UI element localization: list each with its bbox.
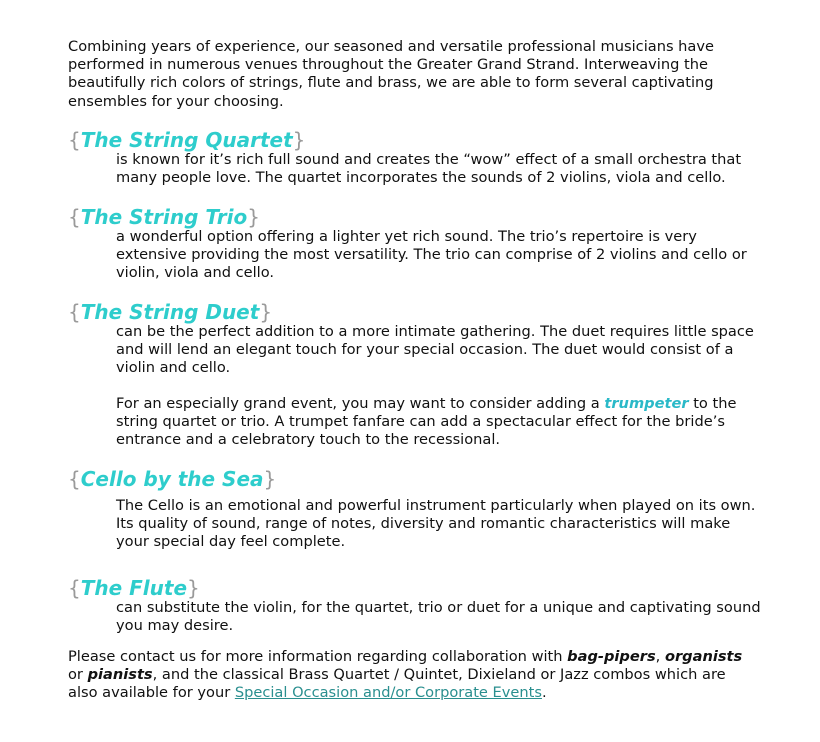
contact-paragraph [68, 648, 758, 703]
trumpet-text-before: For an especially grand event, you may want to consider adding a [116, 395, 605, 412]
heading-title: Cello by the Sea [80, 467, 264, 491]
contact-text: . [541, 684, 547, 702]
cello-description: The Cello is an emotional and powerful instrument particularly when played on its own. Its quality of sound, range of notes, diversity and romantic characteristics will make your special day feel complete. [116, 497, 756, 551]
brace-close: } [292, 128, 306, 152]
brace-open: { [68, 467, 81, 491]
brace-open: { [68, 576, 81, 600]
heading-title: The String Duet [80, 300, 260, 324]
trumpeter-highlight: trumpeter [604, 395, 689, 412]
string-trio-description: a wonderful option offering a lighter yet rich sound. The trio’s repertoire is very extensive providing the most versatility. The trio can comprise of 2 violins and cello or violin, viola and cello. [116, 228, 747, 282]
brace-close: } [247, 205, 260, 229]
heading-flute [68, 576, 200, 600]
heading-string-quartet [68, 128, 305, 152]
flute-description: can substitute the violin, for the quartet, trio or duet for a unique and captivating sound you may desire. [116, 599, 761, 635]
intro-paragraph: Combining years of experience, our seasoned and versatile professional musicians have performed in numerous venues throughout the Greater Grand Strand. Interweaving the beautifully rich colors of strings, flute and brass, we are able to form several captivating ensembles for your choosing. [68, 38, 714, 110]
contact-text: , [655, 648, 665, 665]
brace-close: } [263, 467, 277, 491]
brace-close: } [187, 576, 200, 600]
heading-title: The String Quartet [80, 128, 293, 152]
contact-text: Please contact us for more information regarding collaboration with [68, 648, 568, 665]
string-quartet-description: is known for it’s rich full sound and creates the “wow” effect of a small orchestra that many people love. The quartet incorporates the sounds of 2 violins, viola and cello. [116, 151, 742, 187]
contact-text: or [68, 666, 88, 684]
bag-pipers-emphasis: bag-pipers [567, 648, 656, 665]
heading-title: The String Trio [80, 205, 248, 229]
organists-emphasis: organists [664, 648, 743, 665]
contact-text: , and the classical Brass Quartet / Quintet, Dixieland or Jazz combos which are also available for your [68, 666, 726, 702]
brace-open: { [68, 300, 81, 324]
pianists-emphasis: pianists [87, 666, 153, 684]
heading-string-trio [68, 205, 260, 229]
brace-open: { [68, 205, 81, 229]
brace-open: { [68, 128, 81, 152]
string-duet-description: can be the perfect addition to a more intimate gathering. The duet requires little space and will lend an elegant touch for your special occasion. The duet would consist of a violin and cello. [116, 323, 754, 377]
heading-title: The Flute [80, 576, 188, 600]
trumpet-text-after: to the string quartet or trio. A trumpet fanfare can add a spectacular effect for the bride’s entrance and a celebratory touch to the recessional. [116, 395, 737, 449]
heading-string-duet [68, 300, 272, 324]
brace-close: } [259, 300, 273, 324]
heading-cello-by-the-sea [68, 467, 276, 491]
special-occasion-link[interactable]: Special Occasion and/or Corporate Events [234, 684, 542, 702]
trumpet-paragraph [116, 395, 766, 450]
